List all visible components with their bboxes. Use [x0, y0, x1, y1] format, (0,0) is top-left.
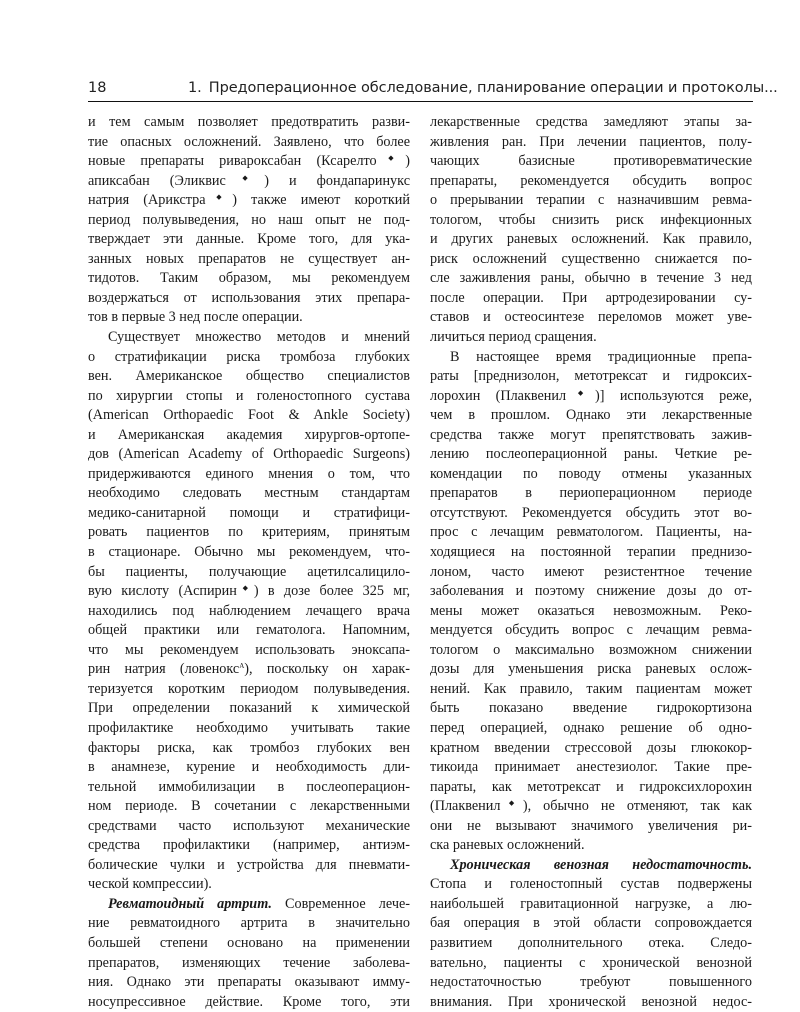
text-line: препараты, рекомендуется обсудить вопрос [430, 172, 752, 189]
text-fragment: ), обычно не отменяют, так как [522, 798, 752, 815]
text-line: лекарственные средства замедляют этапы за- [430, 114, 752, 130]
text-line: мены может оказаться невозможным. Реко- [430, 602, 752, 619]
text-line: ние ревматоидного артрита в значительно [88, 915, 410, 932]
text-line [430, 387, 752, 407]
trademark-mark: ◆ [500, 799, 523, 808]
text-column-left [88, 113, 410, 1012]
text-line: наибольшей гравитационной нагрузке, а лю- [430, 895, 752, 912]
text-column-right [430, 113, 752, 1012]
text-line: нений. Как правило, таким пациентам может [430, 680, 752, 697]
text-line: бы пациенты, получающие ацетилсалицило- [88, 563, 410, 580]
text-line: носупрессивное действие. Кроме того, эти [88, 993, 410, 1010]
text-line: ровать пациентов по критериям, принятым [88, 524, 410, 541]
header-rule [88, 101, 753, 102]
text-line: лоном, часто имеют резистентное течение [430, 563, 752, 580]
text-fragment: )] используются реже, [595, 387, 752, 404]
paragraph-first-line [430, 856, 752, 876]
text-line: в стационаре. Обычно мы рекомендуем, что- [88, 544, 410, 561]
text-line: риск осложнений существенно снижается по- [430, 250, 752, 267]
text-line: быть показано введение гидрокортизона [430, 700, 752, 717]
text-line: тие опасных осложнений. Заявлено, что более [88, 133, 410, 150]
text-line: после операции. При артродезировании су- [430, 289, 752, 306]
text-line: о прерывании терапии с назначившим ревма- [430, 192, 752, 209]
text-line: ска раневых осложнений. [430, 837, 585, 854]
text-line: ном периоде. В сочетании с лекарственными [88, 798, 410, 815]
section-heading: Хроническая венозная недостаточность. [450, 856, 752, 873]
text-line: и других раневых осложнений. Как правило, [430, 231, 752, 248]
paragraph-first-line: В настоящее время традиционные препа- [450, 348, 752, 365]
text-line: болические чулки и устройства для пневмати- [88, 856, 410, 873]
text-line: находились под наблюдением лечащего врача [88, 602, 410, 619]
text-line: ставов и остеосинтезе переломов может уве- [430, 309, 752, 326]
page-number: 18 [88, 80, 107, 96]
text-line: тверждает эти данные. Кроме того, для ука- [88, 231, 410, 248]
text-line: раты [преднизолон, метотрексат и гидроксих- [430, 368, 752, 385]
text-line: период полувыведения, но наш опыт не под- [88, 211, 410, 228]
text-fragment: новые препараты ривароксабан (Ксарелто [88, 153, 377, 170]
text-line: медико-санитарной помощи и стратифици- [88, 504, 410, 521]
trademark-mark: ◆ [225, 173, 265, 182]
text-line: чающих базисные противоревматические [430, 153, 752, 170]
text-fragment: рин натрия (ловенокс [88, 661, 240, 678]
text-line [88, 152, 410, 172]
chapter-title: 1. Предоперационное обследование, планирование операции и протоколы... [188, 80, 778, 96]
text-line: кратном введении стрессовой дозы глюкокор- [430, 739, 752, 756]
text-line: тельной иммобилизации в послеоперацион- [88, 778, 410, 795]
trademark-mark: ◆ [566, 388, 596, 397]
text-line: вен. Американское общество специалистов [88, 368, 410, 385]
text-line: воздержаться от использования этих препара- [88, 289, 410, 306]
text-fragment: (Плаквенил [430, 798, 501, 815]
text-line: отсутствуют. Рекомендуется обсудить этот во- [430, 504, 752, 521]
text-line: развитием дополнительного отека. Следо- [430, 934, 752, 951]
text-fragment: ) также имеют короткий [232, 192, 410, 209]
text-line: Стопа и голеностопный сустав подвержены [430, 876, 752, 893]
text-line: средства профилактики (например, антиэм- [88, 837, 410, 854]
trademark-mark: ◆ [376, 154, 406, 163]
text-line: препаратов, изменяющих течение заболева- [88, 954, 410, 971]
text-line: личиться период сращения. [430, 329, 597, 346]
text-line: общей практики или гематолога. Напомним, [88, 622, 410, 639]
text-line: в анамнезе, курение и необходимость дли- [88, 759, 410, 776]
text-line [88, 172, 410, 192]
text-line: профилактике необходимо учитывать такие [88, 719, 410, 736]
text-line: ния. Однако эти препараты оказывают имму- [88, 974, 410, 991]
text-line: дов (American Academy of Orthopaedic Surgeons) [88, 446, 410, 463]
text-line: лению послеоперационной раны. Четкие ре- [430, 446, 752, 463]
text-line: тидотов. Таким образом, мы рекомендуем [88, 270, 410, 287]
text-line: комендации по поводу отмены указанных [430, 465, 752, 482]
text-line: При определении показаний к химической [88, 700, 410, 717]
text-line: что мы рекомендуем использовать эноксапа- [88, 641, 410, 658]
paragraph-first-line: Существует множество методов и мнений [108, 329, 410, 346]
text-line: дозы для уменьшения риска раневых ослож- [430, 661, 752, 678]
text-line [88, 582, 410, 602]
text-line: вательно, пациенты с хронической венозной [430, 954, 752, 971]
paragraph-first-line [88, 895, 410, 915]
text-line: необходимо следовать местным стандартам [88, 485, 410, 502]
trademark-mark: ◆ [205, 193, 233, 202]
text-line: тикоида принимает анестезиолог. Такие пре- [430, 759, 752, 776]
text-line: придерживаются единого мнения о том, что [88, 465, 410, 482]
text-fragment: Современное лече- [271, 895, 410, 912]
text-fragment: вую кислоту (Аспирин [88, 583, 237, 600]
text-line: прос с лечащим ревматологом. Пациенты, на- [430, 524, 752, 541]
text-line: ходящиеся на постоянной терапии преднизо- [430, 544, 752, 561]
text-fragment: ) [405, 153, 411, 170]
text-line: препаратов в периоперационном периоде [430, 485, 752, 502]
text-line: средствами часто используют механические [88, 817, 410, 834]
text-line: мендуется обсудить вопрос с лечащим ревма- [430, 622, 752, 639]
text-line: чем в прошлом. Однако эти лекарственные [430, 407, 752, 424]
trademark-mark: ◆ [236, 584, 254, 593]
text-line: бая операция в этой области сопровождается [430, 915, 752, 932]
text-line: перед операцией, однако решение об одно- [430, 719, 752, 736]
text-fragment: натрия (Арикстра [88, 192, 206, 209]
text-line: недостаточностью требуют повышенного [430, 974, 752, 991]
text-line: тов в первые 3 нед после операции. [88, 309, 303, 326]
text-line [88, 660, 410, 680]
text-line: средства также могут препятствовать зажив- [430, 426, 752, 443]
text-line: тологом, чтобы снизить риск инфекционных [430, 211, 752, 228]
text-fragment: ) и фондапаринукс [264, 172, 410, 189]
text-line: теризуется коротким периодом полувыведения. [88, 680, 410, 697]
text-line: (American Orthopaedic Foot & Ankle Society) [88, 407, 410, 424]
text-line [430, 797, 752, 817]
text-line: и тем самым позволяет предотвратить разви- [88, 114, 410, 130]
text-line: параты, как метотрексат и гидроксихлорохин [430, 778, 752, 795]
text-line: ческой компрессии). [88, 876, 212, 893]
text-line: и Американская академия хирургов-ортопе- [88, 426, 410, 443]
text-line: занных новых препаратов не существует ан- [88, 250, 410, 267]
text-line: о стратификации риска тромбоза глубоких [88, 348, 410, 365]
text-line: большей степени основано на применении [88, 934, 410, 951]
text-fragment: ), поскольку он харак- [244, 661, 410, 678]
text-line: факторы риска, как тромбоз глубоких вен [88, 739, 410, 756]
text-line: сле заживления раны, обычно в течение 3 нед [430, 270, 752, 287]
text-fragment: апиксабан (Эликвис [88, 172, 226, 189]
text-line: по хирургии стопы и голеностопного сустава [88, 387, 410, 404]
text-line: живления ран. При лечении пациентов, полу- [430, 133, 752, 150]
running-head [88, 78, 778, 98]
text-fragment: лорохин (Плаквенил [430, 387, 567, 404]
text-line: они не вызывают значимого увеличения ри- [430, 817, 752, 834]
text-line: заболевания и поэтому снижение дозы до от- [430, 583, 752, 600]
text-line: тологом о максимально возможном снижении [430, 641, 752, 658]
text-line: внимания. При хронической венозной недос- [430, 993, 752, 1010]
section-heading: Ревматоидный артрит. [108, 895, 272, 912]
lovenox-mark: A [239, 662, 245, 671]
text-fragment: ) в дозе более 325 мг, [253, 583, 410, 600]
text-line [88, 191, 410, 211]
